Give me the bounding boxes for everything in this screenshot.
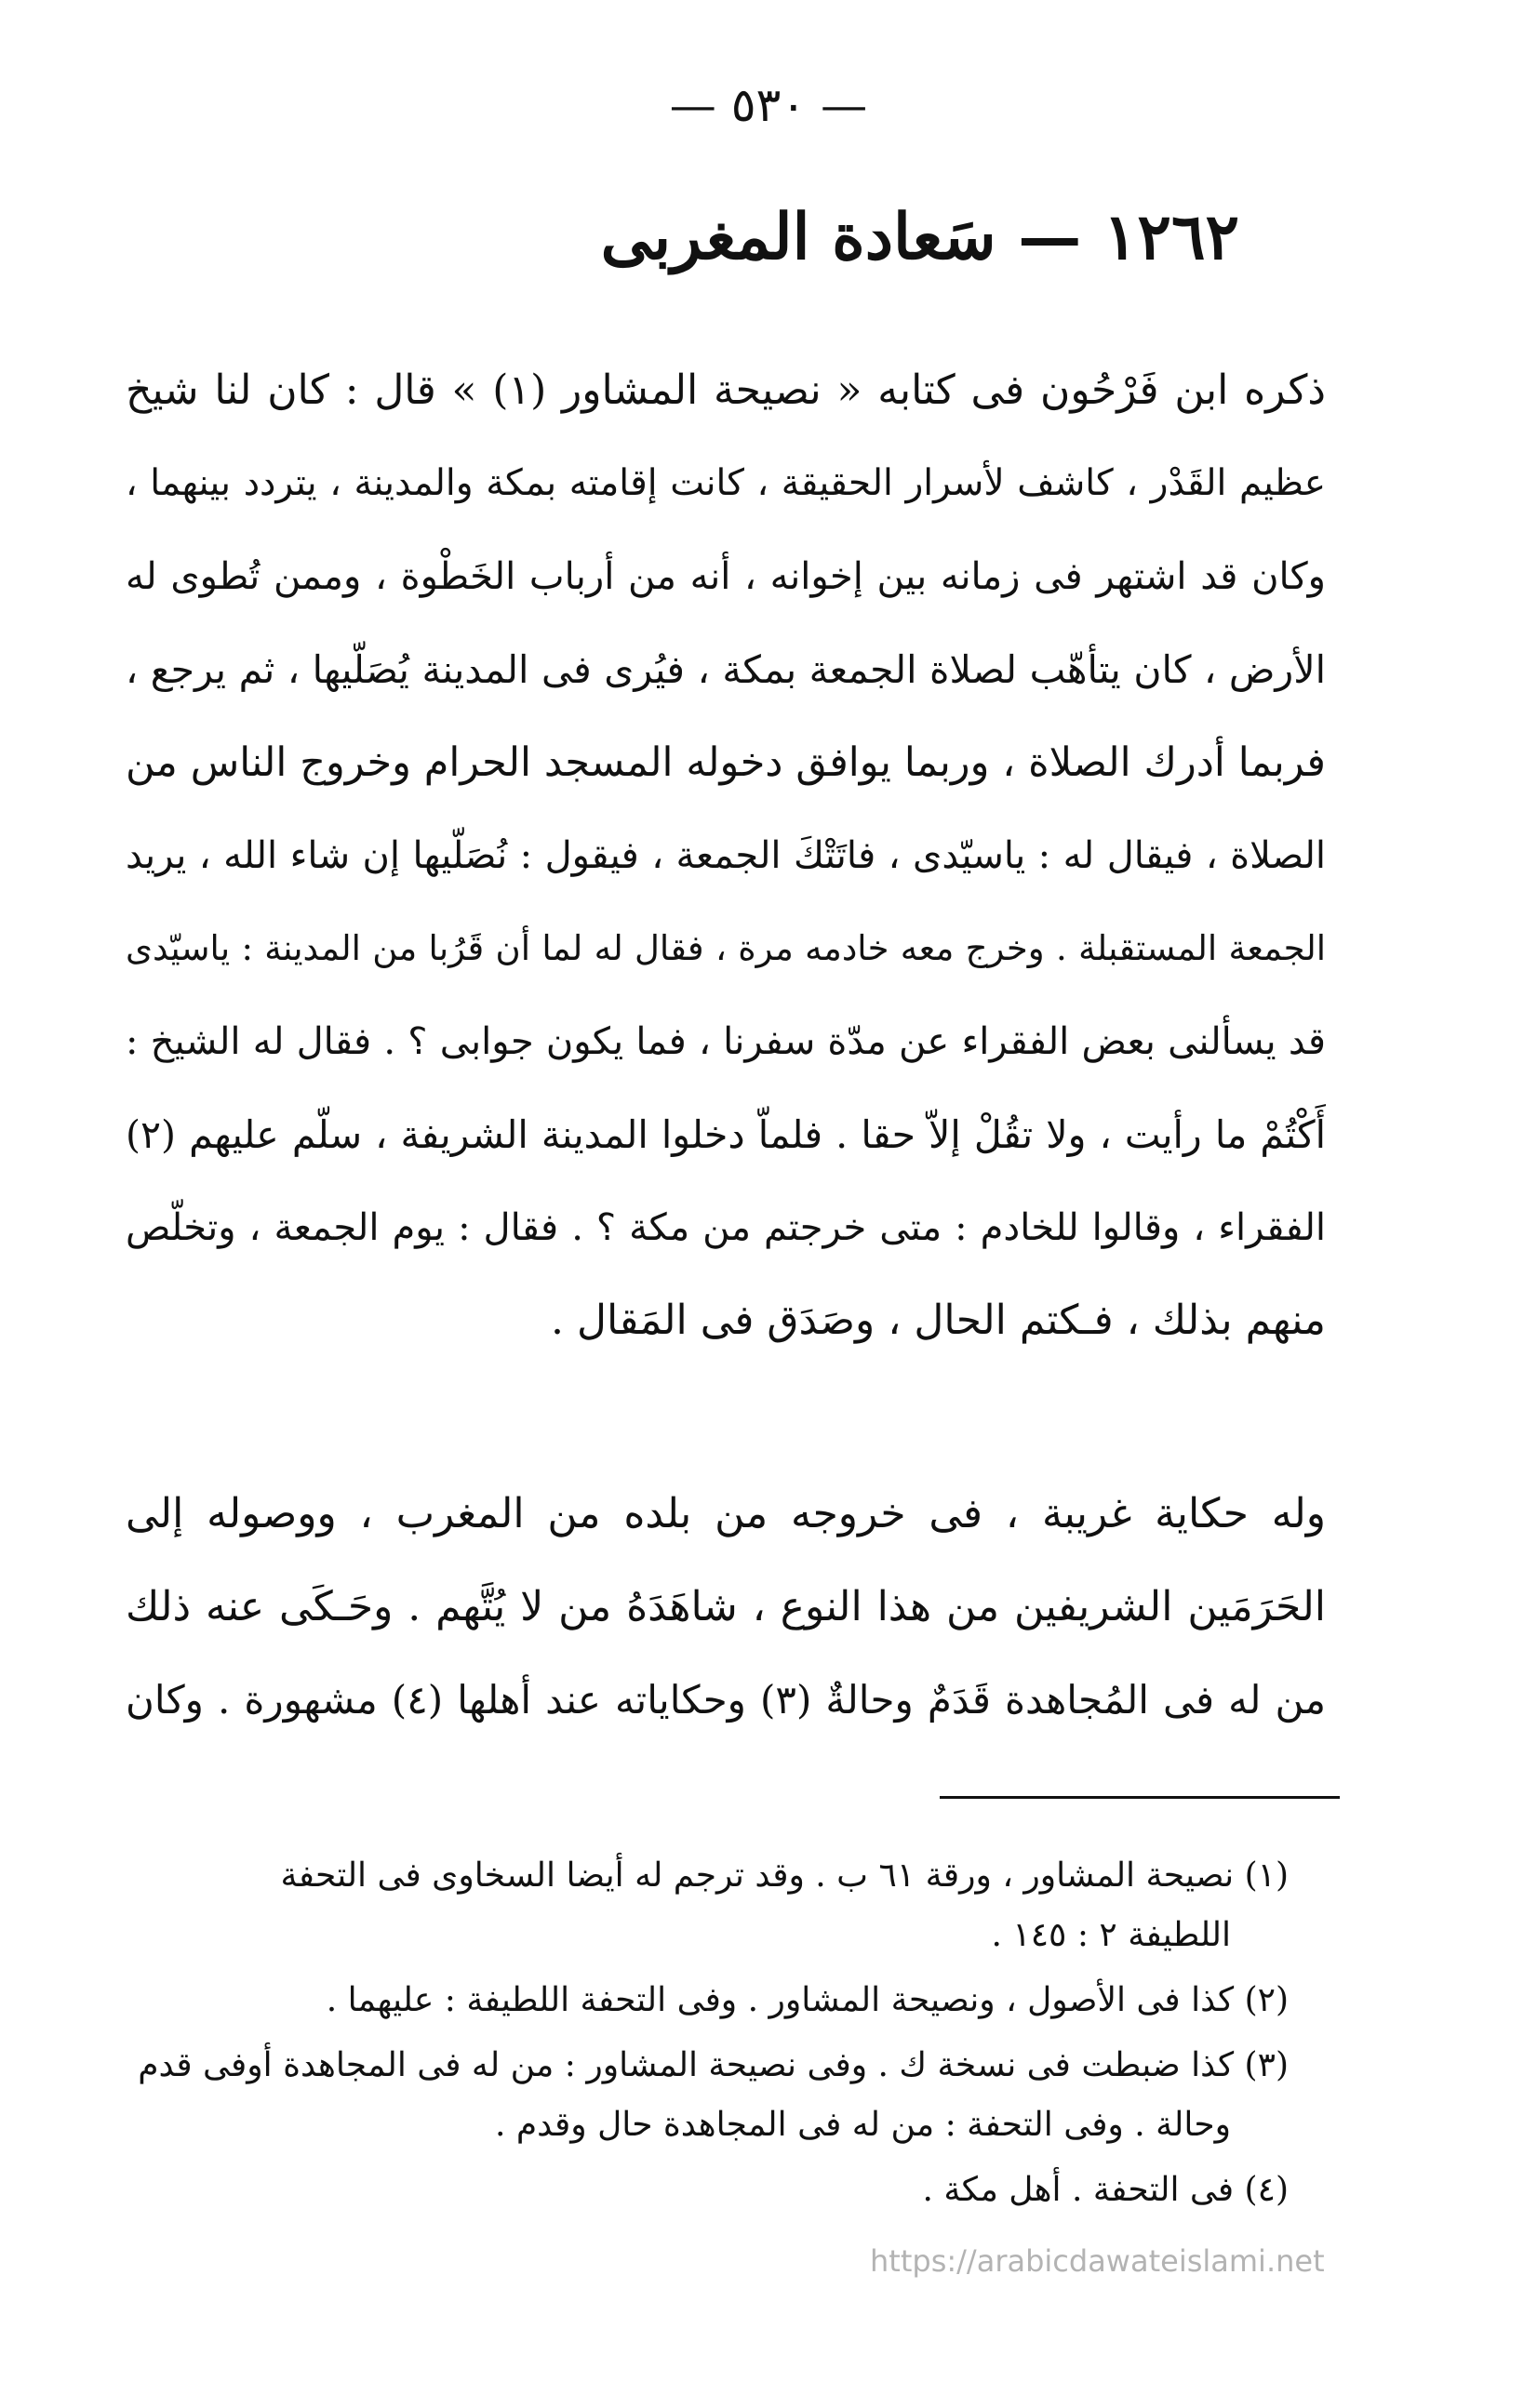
text-line: من له فى المُجاهدة قَدَمٌ وحالةٌ (٣) وحكاياته عند أهلها (٤) مشهورة . وكان [126,1677,1326,1723]
footnote-line: (١) نصيحة المشاور ، ورقة ٦١ ب . وقد ترجم له أيضا السخاوى فى التحفة [280,1856,1289,1895]
text-line: وله حكاية غريبة ، فى خروجه من بلده من المغرب ، ووصوله إلى [126,1490,1326,1537]
text-line: الحَرَمَين الشريفين من هذا النوع ، شاهَدَهُ من لا يُتَّهم . وحَـكَى عنه ذلك [126,1583,1326,1630]
footnote-line: (٢) كذا فى الأصول ، ونصيحة المشاور . وفى التحفة اللطيفة : عليهما . [326,1981,1289,2019]
footnote-line: (٣) كذا ضبطت فى نسخة ك . وفى نصيحة المشاور : من له فى المجاهدة أوفى قدم [138,2046,1289,2084]
text-line: ذكره ابن فَرْحُون فى كتابه « نصيحة المشاور (١) » قال : كان لنا شيخ [126,366,1326,414]
footnote-line: اللطيفة ٢ : ١٤٥ . [991,1916,1231,1954]
footnote-line: وحالة . وفى التحفة : من له فى المجاهدة حال وقدم . [494,2106,1231,2144]
footnote-divider [940,1796,1340,1799]
entry-title: ١٢٦٢ — سَعادة المغربى [600,200,1239,274]
text-line: أَكْتُمْ ما رأيت ، ولا تقُلْ إلاّ حقا . فلماّ دخلوا المدينة الشريفة ، سلّم عليهم (٢) [126,1112,1326,1157]
footnote-2 [126,1971,1289,2030]
footnote-line: (٤) فى التحفة . أهل مكة . [922,2171,1289,2209]
footnote-3 [126,2036,1289,2155]
paragraph-2 [126,1468,1326,1747]
text-line: الأرض ، كان يتأهّب لصلاة الجمعة بمكة ، فيُرى فى المدينة يُصَلّيها ، ثم يرجع ، [126,647,1326,692]
text-line: الفقراء ، وقالوا للخادم : متى خرجتم من مكة ؟ . فقال : يوم الجمعة ، وتخلّص [126,1206,1326,1249]
footnote-1 [126,1846,1289,1965]
text-line: الصلاة ، فيقال له : ياسيّدى ، فاتَتْكَ الجمعة ، فيقول : نُصَلّيها إن شاء الله ، يريد [126,834,1326,877]
text-line: عظيم القَدْر ، كاشف لأسرار الحقيقة ، كانت إقامته بمكة والمدينة ، يتردد بينهما ، [126,462,1326,504]
text-line: فربما أدرك الصلاة ، وربما يوافق دخوله المسجد الحرام وخروج الناس من [126,739,1326,786]
footnotes [126,1846,1289,2226]
text-line: الجمعة المستقبلة . وخرج معه خادمه مرة ، فقال له لما أن قَرُبا من المدينة : ياسيّدى [126,928,1326,968]
text-line: وكان قد اشتهر فى زمانه بين إخوانه ، أنه من أرباب الخَطْوة ، وممن تُطوى له [126,555,1326,598]
paragraph-1 [126,344,1326,1367]
page-number: — ٥٣٠ — [669,78,868,132]
watermark: https://arabicdawateislami.net [870,2243,1325,2279]
text-line: قد يسألنى بعض الفقراء عن مدّة سفرنا ، فما يكون جوابى ؟ . فقال له الشيخ : [126,1020,1326,1063]
footnote-4 [126,2161,1289,2220]
text-line: منهم بذلك ، فـكتم الحال ، وصَدَق فى المَقال . [551,1297,1326,1344]
